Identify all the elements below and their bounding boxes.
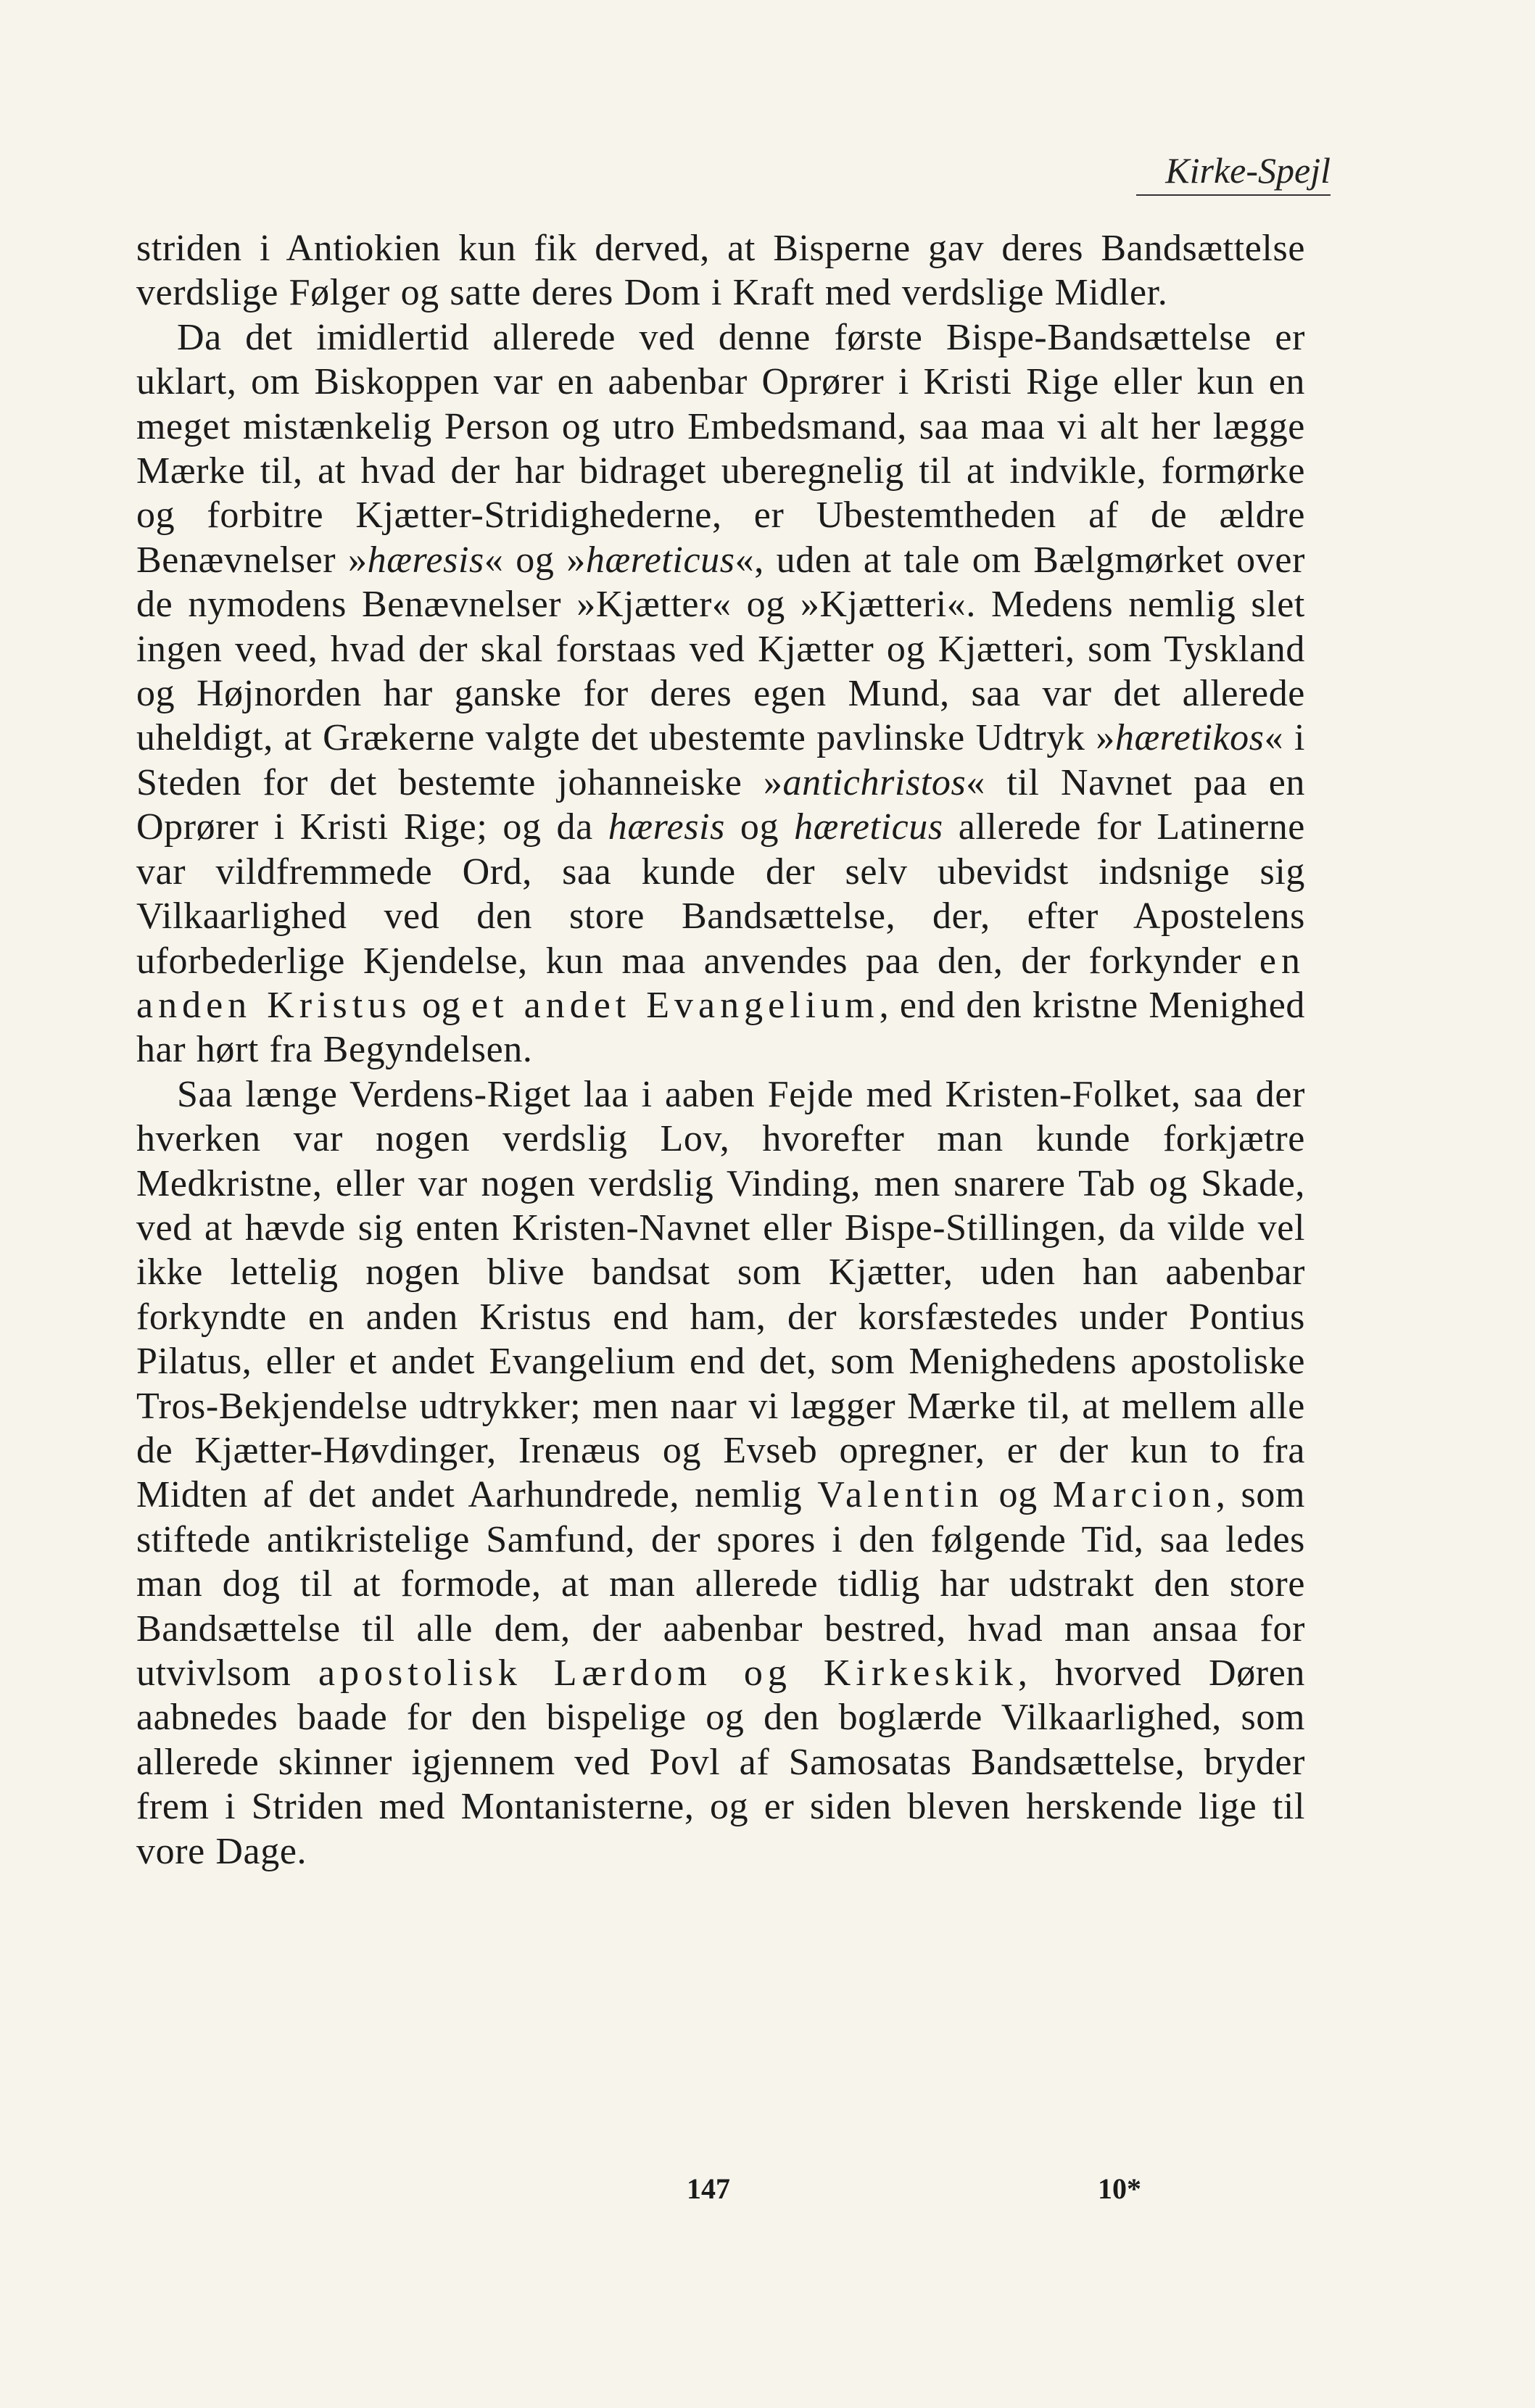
text-run: og [724,806,795,848]
text-run: « til Navnet paa en Oprører i Kristi Rige; og da [136,761,1305,848]
text-run: Saa længe Verdens-Riget laa i aaben Fejde med Kristen-Folket, saa der hverken var nogen verdslig Lov, hvorefter man kunde forkjætre Medkristne, eller var nogen verdslig Vinding, men snarere Tab og Skade, ved at hævde sig enten Kristen-Navnet eller Bispe-Stillingen, da vilde vel ikke lettelig nogen blive bandsat som Kjætter, uden han aabenbar forkyndte en anden Kristus end ham, der korsfæstedes under Pontius Pilatus, eller et andet Evangelium end det, som Menighedens apostoliske Tros-Bekjendelse udtrykker; men naar vi lægger Mærke til, at mellem alle de Kjætter-Høvdinger, Irenæus og Evseb opregner, er der kun to fra Midten af det andet Aarhundrede, nemlig [136,1073,1305,1516]
paragraph-1 [136,226,1305,315]
italic-term: hæreticus [585,539,735,581]
spaced-emphasis: Marcion [1052,1474,1216,1516]
text-run: , hvorved Døren aabnedes baade for den bispelige og den boglærde Vilkaarlighed, som allerede skinner igjennem ved Povl af Samosatas Bandsættelse, bryder frem i Striden med Montanisterne, og er siden bleven herskende lige til vore Dage. [136,1652,1305,1872]
signature-mark: 10* [1098,2172,1141,2205]
text-run: Da det imidlertid allerede ved denne første Bispe-Bandsættelse er uklart, om Biskoppen var en aabenbar Oprører i Kristi Rige eller kun en meget mistænkelig Person og utro Embedsmand, saa maa vi alt her lægge Mærke til, at hvad der har bidraget uberegnelig til at indvikle, formørke og forbitre Kjætter-Stridighederne, er Ubestemtheden af de ældre Benævnelser » [136,316,1305,581]
italic-term: antichristos [782,761,967,803]
text-run: og [411,984,472,1026]
paragraph-1-text: striden i Antiokien kun fik derved, at Bisperne gav deres Bandsættelse verdslige Følger og satte deres Dom i Kraft med verdslige Midler. [136,228,1305,314]
text-run: og [983,1474,1053,1516]
spaced-emphasis: en anden Kristus [136,940,1305,1026]
spaced-emphasis: Valentin [817,1474,984,1516]
running-header: Kirke-Spejl [1165,150,1331,191]
text-run: allerede for Latinerne var vildfremmede Ord, saa kunde der selv ubevidst indsnige sig Vilkaarlighed ved den store Bandsættelse, der, efter Apostelens uforbederlige Kjendelse, kun maa anvendes paa den, der forkynder [136,806,1305,982]
text-run: , som stiftede antikristelige Samfund, der spores i den følgende Tid, saa ledes man dog til at formode, at man allerede tidlig har udstrakt den store Bandsættelse til alle dem, der aabenbar bestred, hvad man ansaa for utvivlsom [136,1474,1306,1694]
italic-term: hæresis [608,806,725,848]
page-number: 147 [687,2172,730,2205]
paragraph-2 [136,315,1305,1072]
header-rule [1136,194,1331,196]
body-text [136,226,1305,1874]
text-run: « i Steden for det bestemte johanneiske » [136,717,1306,803]
italic-term: hæresis [367,539,484,581]
spaced-emphasis: apostolisk Lærdom og Kirkeskik [318,1652,1018,1694]
paragraph-3 [136,1072,1305,1874]
text-run: «, uden at tale om Bælgmørket over de nymodens Benævnelser »Kjætter« og »Kjætteri«. Medens nemlig slet ingen veed, hvad der skal forstaas ved Kjætter og Kjætteri, som Tyskland og Højnorden har ganske for deres egen Mund, saa var det allerede uheldigt, at Grækerne valgte det ubestemte pavlinske Udtryk » [136,539,1305,759]
text-run: , end den kristne Menighed har hørt fra Begyndelsen. [136,984,1305,1071]
italic-term: hæretikos [1114,717,1265,759]
text-run: « og » [484,539,586,581]
italic-term: hæreticus [794,806,943,848]
spaced-emphasis: et andet Evangelium [471,984,880,1026]
